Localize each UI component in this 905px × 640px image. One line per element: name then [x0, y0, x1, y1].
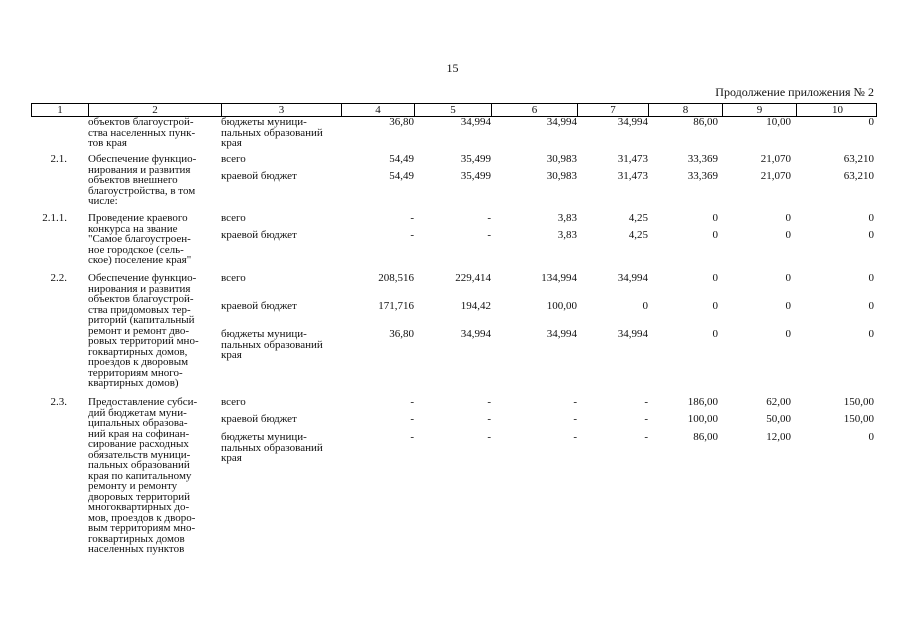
- value-cell: 0: [868, 116, 874, 128]
- value-cell: 62,00: [766, 396, 791, 408]
- funding-source: всего: [221, 153, 246, 165]
- row-name: объектов благоустрой- ства населенных пунк- тов края: [88, 116, 196, 149]
- value-cell: 0: [868, 272, 874, 284]
- value-cell: 0: [712, 229, 718, 241]
- value-cell: 31,473: [617, 153, 648, 165]
- value-cell: 34,994: [460, 328, 491, 340]
- value-cell: 0: [868, 431, 874, 443]
- value-cell: 3,83: [557, 229, 577, 241]
- table-header: [31, 103, 877, 117]
- value-cell: 63,210: [843, 153, 874, 165]
- value-cell: 0: [712, 272, 718, 284]
- value-cell: 186,00: [687, 396, 718, 408]
- value-cell: 34,994: [460, 116, 491, 128]
- value-cell: 134,994: [541, 272, 577, 284]
- funding-source: краевой бюджет: [221, 413, 297, 425]
- value-cell: 33,369: [687, 170, 718, 182]
- funding-source: всего: [221, 272, 246, 284]
- row-number: 2.2.: [50, 272, 67, 284]
- column-header-2: 2: [89, 104, 222, 116]
- value-cell: -: [644, 396, 648, 408]
- value-cell: -: [487, 212, 491, 224]
- value-cell: 86,00: [693, 116, 718, 128]
- value-cell: -: [410, 396, 414, 408]
- value-cell: 0: [868, 300, 874, 312]
- row-name: Обеспечение функцио- нирования и развития объектов внешнего благоустройства, в том числе:: [88, 153, 197, 207]
- funding-source: бюджеты муници- пальных образований края: [221, 116, 323, 149]
- value-cell: -: [410, 229, 414, 241]
- value-cell: 12,00: [766, 431, 791, 443]
- value-cell: 0: [868, 212, 874, 224]
- column-header-3: 3: [222, 104, 342, 116]
- value-cell: 0: [785, 272, 791, 284]
- value-cell: 0: [785, 229, 791, 241]
- column-header-7: 7: [578, 104, 649, 116]
- value-cell: 31,473: [617, 170, 648, 182]
- column-header-6: 6: [492, 104, 578, 116]
- value-cell: 34,994: [546, 116, 577, 128]
- value-cell: 0: [785, 212, 791, 224]
- value-cell: 35,499: [460, 153, 491, 165]
- column-header-8: 8: [649, 104, 723, 116]
- value-cell: 0: [868, 229, 874, 241]
- column-header-5: 5: [415, 104, 492, 116]
- value-cell: 208,516: [378, 272, 414, 284]
- funding-source: краевой бюджет: [221, 300, 297, 312]
- funding-source: краевой бюджет: [221, 229, 297, 241]
- value-cell: 4,25: [628, 229, 648, 241]
- table-body: [31, 117, 877, 597]
- row-name: Проведение краевого конкурса на звание "Самое благоустроен- ное городское (сель- ское) поселение края": [88, 212, 192, 266]
- value-cell: -: [644, 413, 648, 425]
- value-cell: -: [487, 229, 491, 241]
- column-header-1: 1: [32, 104, 89, 116]
- value-cell: 100,00: [687, 413, 718, 425]
- value-cell: 21,070: [760, 153, 791, 165]
- value-cell: 0: [785, 300, 791, 312]
- value-cell: -: [410, 413, 414, 425]
- value-cell: 4,25: [628, 212, 648, 224]
- value-cell: 171,716: [378, 300, 414, 312]
- value-cell: 34,994: [617, 116, 648, 128]
- page-number: 15: [446, 61, 459, 75]
- budget-table: [31, 103, 877, 597]
- value-cell: 150,00: [843, 413, 874, 425]
- value-cell: 0: [712, 328, 718, 340]
- value-cell: 150,00: [843, 396, 874, 408]
- value-cell: 21,070: [760, 170, 791, 182]
- value-cell: 0: [712, 300, 718, 312]
- value-cell: 0: [785, 328, 791, 340]
- funding-source: краевой бюджет: [221, 170, 297, 182]
- column-header-10: 10: [832, 104, 843, 116]
- value-cell: 0: [642, 300, 648, 312]
- value-cell: 36,80: [389, 116, 414, 128]
- row-number: 2.3.: [50, 396, 67, 408]
- value-cell: 86,00: [693, 431, 718, 443]
- value-cell: 0: [868, 328, 874, 340]
- value-cell: 50,00: [766, 413, 791, 425]
- row-name: Обеспечение функцио- нирования и развития объектов благоустрой- ства придомовых тер- риторий (капитальный ремонт и ремонт дво- ровых территорий мно- гоквартирных домов, проездов к дворовым территориям много- квартирных домов): [88, 272, 199, 389]
- value-cell: -: [573, 396, 577, 408]
- value-cell: -: [573, 431, 577, 443]
- funding-source: всего: [221, 212, 246, 224]
- value-cell: 34,994: [546, 328, 577, 340]
- value-cell: 30,983: [546, 153, 577, 165]
- row-number: 2.1.: [50, 153, 67, 165]
- value-cell: -: [410, 431, 414, 443]
- funding-source: всего: [221, 396, 246, 408]
- column-header-9: 9: [723, 104, 797, 116]
- value-cell: 100,00: [546, 300, 577, 312]
- value-cell: 3,83: [557, 212, 577, 224]
- continuation-note: Продолжение приложения № 2: [715, 85, 874, 99]
- row-name: Предоставление субси- дий бюджетам муни- ципальных образова- ний края на софинан- сирование расходных обязательств муници- пальных образований края по капитальному ремонту и ремонту дворовых территорий многоквартирных до- мов, проездов к дворо- вым территориям мно- гоквартирных домов населенных пунктов: [88, 396, 198, 555]
- value-cell: 229,414: [455, 272, 491, 284]
- value-cell: 0: [712, 212, 718, 224]
- value-cell: 194,42: [460, 300, 491, 312]
- value-cell: 35,499: [460, 170, 491, 182]
- value-cell: 10,00: [766, 116, 791, 128]
- value-cell: -: [487, 431, 491, 443]
- value-cell: 54,49: [389, 170, 414, 182]
- value-cell: 34,994: [617, 272, 648, 284]
- funding-source: бюджеты муници- пальных образований края: [221, 328, 323, 361]
- value-cell: 54,49: [389, 153, 414, 165]
- value-cell: 36,80: [389, 328, 414, 340]
- value-cell: -: [487, 413, 491, 425]
- value-cell: 30,983: [546, 170, 577, 182]
- value-cell: 33,369: [687, 153, 718, 165]
- value-cell: 34,994: [617, 328, 648, 340]
- funding-source: бюджеты муници- пальных образований края: [221, 431, 323, 464]
- column-header-4: 4: [342, 104, 415, 116]
- value-cell: -: [573, 413, 577, 425]
- value-cell: 63,210: [843, 170, 874, 182]
- value-cell: -: [487, 396, 491, 408]
- row-number: 2.1.1.: [42, 212, 67, 224]
- value-cell: -: [644, 431, 648, 443]
- value-cell: -: [410, 212, 414, 224]
